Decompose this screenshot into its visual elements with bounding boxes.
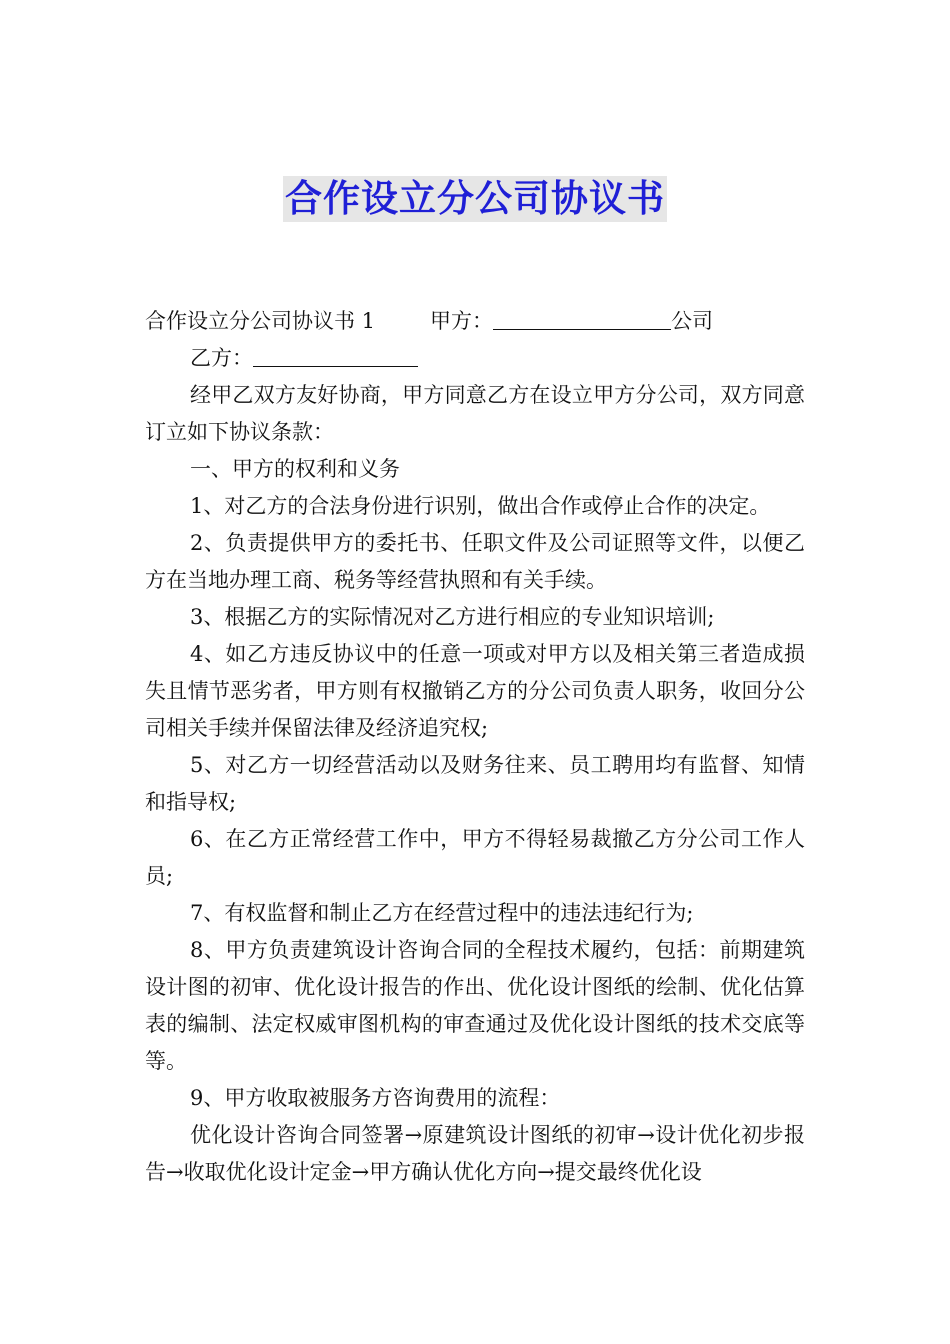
clause-6: 6、在乙方正常经营工作中，甲方不得轻易裁撤乙方分公司工作人员;: [145, 827, 805, 888]
doc-name: 合作设立分公司协议书 1: [145, 309, 376, 333]
clause-2: 2、负责提供甲方的委托书、任职文件及公司证照等文件，以便乙方在当地办理工商、税务等经营执照和有关手续。: [145, 531, 805, 592]
document-body: [145, 303, 805, 1191]
heading-line: [145, 303, 805, 340]
party-a-suffix: 公司: [671, 309, 714, 333]
clause-9: 9、甲方收取被服务方咨询费用的流程：: [190, 1086, 561, 1110]
clause-3: 3、根据乙方的实际情况对乙方进行相应的专业知识培训;: [190, 605, 715, 629]
flow-paragraph: 优化设计咨询合同签署→原建筑设计图纸的初审→设计优化初步报告→收取优化设计定金→甲方确认优化方向→提交最终优化设: [145, 1123, 805, 1184]
clause-7: 7、有权监督和制止乙方在经营过程中的违法违纪行为;: [190, 901, 694, 925]
clause-8: 8、甲方负责建筑设计咨询合同的全程技术履约，包括：前期建筑设计图的初审、优化设计报告的作出、优化设计图纸的绘制、优化估算表的编制、法定权威审图机构的审查通过及优化设计图纸的技术交底等等。: [145, 938, 805, 1073]
title-container: [0, 176, 950, 222]
party-a-blank: [493, 307, 671, 330]
party-b-label: 乙方：: [190, 346, 253, 370]
party-a-label: 甲方：: [430, 309, 494, 333]
party-b-blank: [253, 344, 418, 367]
party-b-line: [145, 340, 805, 377]
clause-5: 5、对乙方一切经营活动以及财务往来、员工聘用均有监督、知情和指导权;: [145, 753, 805, 814]
document-title: 合作设立分公司协议书: [285, 177, 665, 220]
clause-1: 1、对乙方的合法身份进行识别，做出合作或停止合作的决定。: [190, 494, 771, 518]
intro-paragraph: 经甲乙双方友好协商，甲方同意乙方在设立甲方分公司，双方同意订立如下协议条款：: [145, 383, 805, 444]
section-heading: 一、甲方的权利和义务: [190, 457, 400, 481]
clause-4: 4、如乙方违反协议中的任意一项或对甲方以及相关第三者造成损失且情节恶劣者，甲方则有权撤销乙方的分公司负责人职务，收回分公司相关手续并保留法律及经济追究权;: [145, 642, 805, 740]
